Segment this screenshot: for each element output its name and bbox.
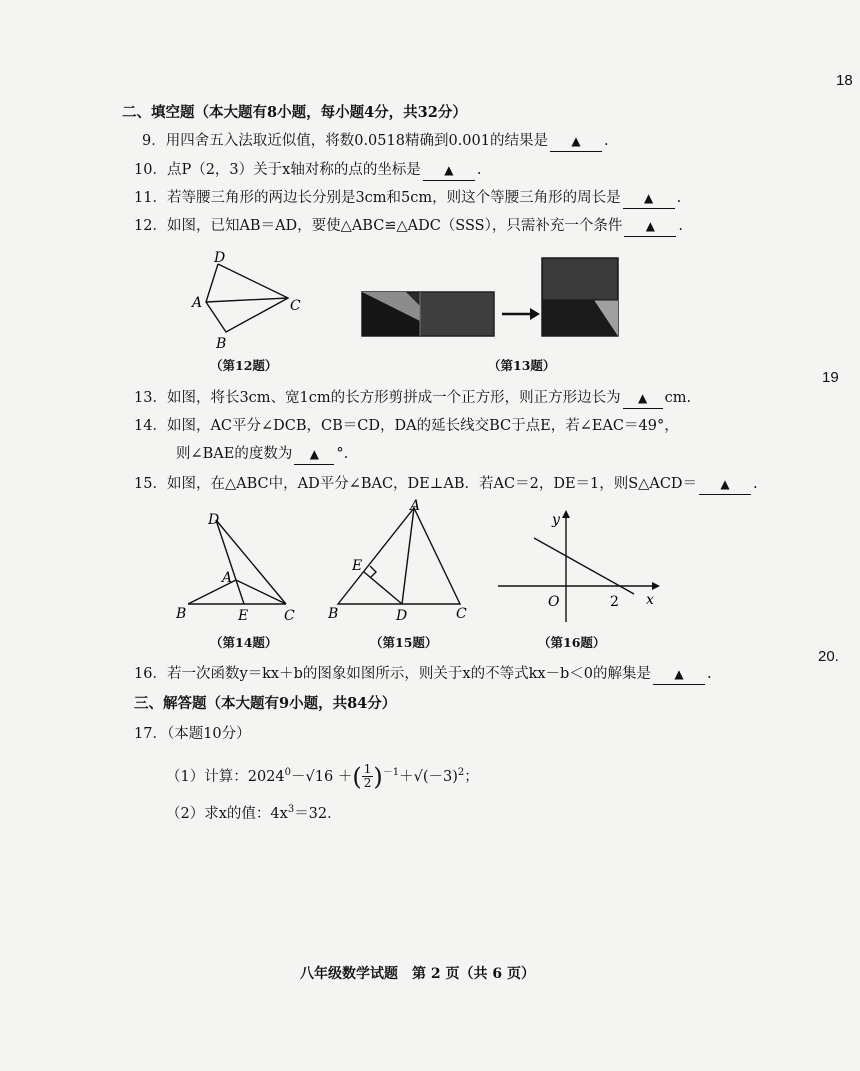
caption-12: （第12题） bbox=[210, 358, 278, 373]
section-3-header: 三、解答题（本大题有9小题，共84分） bbox=[134, 695, 397, 712]
fig16-label-origin: O bbox=[548, 594, 560, 610]
fig14-label-C: C bbox=[284, 608, 295, 624]
fig15-label-E: E bbox=[352, 558, 363, 574]
caption-16: （第16题） bbox=[538, 635, 606, 650]
question-13-text: 13．如图，将长3cm、宽1cm的长方形剪拼成一个正方形，则正方形边长为 bbox=[134, 390, 621, 406]
figure-13 bbox=[360, 256, 622, 340]
fig12-label-D: D bbox=[214, 250, 226, 266]
figure-16 bbox=[494, 510, 662, 626]
question-17-part2: （2）求x的值：$4x^3=32$． bbox=[166, 804, 342, 822]
question-10: 10．点P（2，3）关于x轴对称的点的坐标是 ▲ . bbox=[134, 160, 481, 181]
margin-number-20: 20. bbox=[818, 648, 839, 665]
question-17-part1: （1）计算：$2024^0-√16$ ＋( $\frac{1}{2}$ )$^{-1}+√(-3)^2$； bbox=[166, 762, 479, 791]
fig16-label-y: y bbox=[552, 512, 560, 528]
answer-blank-14: ▲ bbox=[294, 444, 334, 465]
question-12-text: 12．如图，已知AB＝AD，要使△ABC≌△ADC（SSS），只需补充一个条件 bbox=[134, 218, 623, 234]
question-11: 11．若等腰三角形的两边长分别是3cm和5cm，则这个等腰三角形的周长是 ▲ . bbox=[134, 188, 681, 209]
figure-14 bbox=[172, 508, 302, 624]
figure-12 bbox=[186, 248, 310, 352]
question-11-text: 11．若等腰三角形的两边长分别是3cm和5cm，则这个等腰三角形的周长是 bbox=[134, 190, 621, 206]
answer-blank-16: ▲ bbox=[653, 664, 705, 685]
question-16: 16．若一次函数y＝kx＋b的图象如图所示，则关于x的不等式kx－b＜0的解集是 ▲ . bbox=[134, 664, 712, 685]
answer-blank-13: ▲ bbox=[623, 388, 663, 409]
margin-number-19: 19 bbox=[822, 369, 839, 386]
answer-blank-15: ▲ bbox=[699, 474, 751, 495]
fraction-one-half: $\frac{1}{2}$ bbox=[363, 762, 372, 791]
fig15-label-A: A bbox=[410, 498, 421, 514]
question-17-title: 17．（本题10分） bbox=[134, 726, 251, 742]
answer-blank-11: ▲ bbox=[623, 188, 675, 209]
question-14-text: 14．如图，AC平分∠DCB，CB＝CD，DA的延长线交BC于点E，若∠EAC＝49°， bbox=[134, 418, 679, 434]
question-9-text: 9．用四舍五入法取近似值，将数0.0518精确到0.001的结果是 bbox=[142, 133, 548, 149]
page-footer: 八年级数学试题 第 2 页（共 6 页） bbox=[300, 966, 535, 982]
margin-number-18: 18 bbox=[836, 72, 853, 89]
fig16-label-x: x bbox=[646, 592, 654, 608]
answer-blank-9: ▲ bbox=[550, 131, 602, 152]
fig16-label-2: 2 bbox=[610, 594, 619, 610]
fig12-label-C: C bbox=[290, 298, 301, 314]
fig14-label-E: E bbox=[238, 608, 249, 624]
fig14-label-A: A bbox=[222, 570, 233, 586]
answer-blank-10: ▲ bbox=[423, 160, 475, 181]
fig12-label-B: B bbox=[216, 336, 227, 352]
question-16-text: 16．若一次函数y＝kx＋b的图象如图所示，则关于x的不等式kx－b＜0的解集是 bbox=[134, 666, 652, 682]
question-10-text: 10．点P（2，3）关于x轴对称的点的坐标是 bbox=[134, 162, 421, 178]
section-2-header: 二、填空题（本大题有8小题，每小题4分，共32分） bbox=[122, 104, 467, 121]
fig14-label-D: D bbox=[208, 512, 220, 528]
question-12: 12．如图，已知AB＝AD，要使△ABC≌△ADC（SSS），只需补充一个条件 ▲ . bbox=[134, 216, 683, 237]
caption-14: （第14题） bbox=[210, 635, 278, 650]
answer-blank-12: ▲ bbox=[624, 216, 676, 237]
fig12-label-A: A bbox=[192, 295, 203, 311]
fig15-label-B: B bbox=[328, 606, 339, 622]
question-9: 9．用四舍五入法取近似值，将数0.0518精确到0.001的结果是 ▲ . bbox=[142, 131, 609, 152]
fig15-label-C: C bbox=[456, 606, 467, 622]
fig15-label-D: D bbox=[396, 608, 408, 624]
figure-15 bbox=[322, 496, 472, 624]
caption-15: （第15题） bbox=[370, 635, 438, 650]
question-15: 15．如图，在△ABC中，AD平分∠BAC，DE⊥AB．若AC＝2，DE＝1，则S△ACD＝ ▲ . bbox=[134, 474, 758, 495]
question-14 bbox=[134, 416, 679, 436]
caption-13: （第13题） bbox=[488, 358, 556, 373]
question-15-text: 15．如图，在△ABC中，AD平分∠BAC，DE⊥AB．若AC＝2，DE＝1，则S△ACD＝ bbox=[134, 476, 698, 492]
question-13: 13．如图，将长3cm、宽1cm的长方形剪拼成一个正方形，则正方形边长为 ▲ cm. bbox=[134, 388, 691, 409]
question-14-line2: 则∠BAE的度数为 ▲ °. bbox=[176, 444, 348, 465]
fig14-label-B: B bbox=[176, 606, 187, 622]
